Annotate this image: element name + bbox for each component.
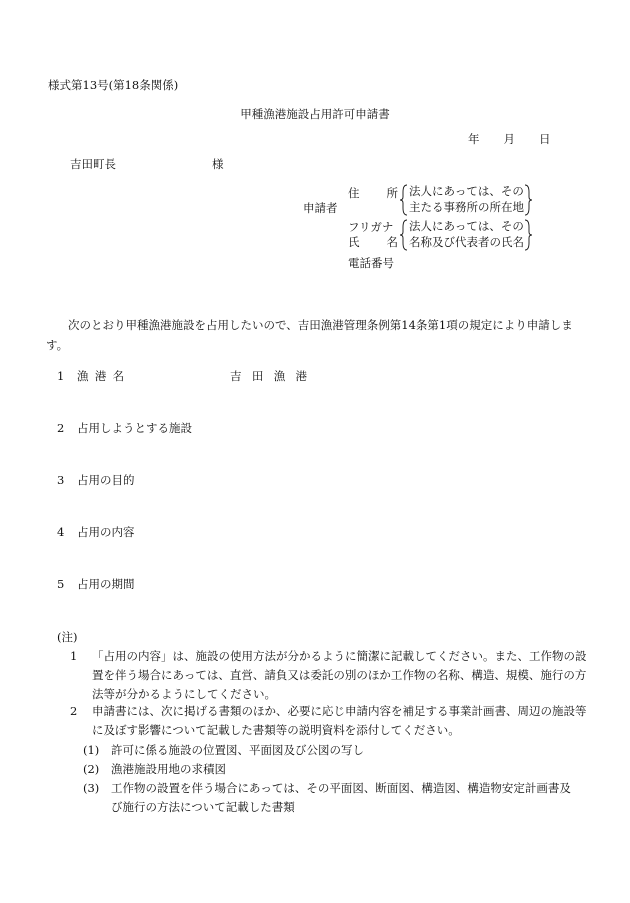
note-text: 「占用の内容」は、施設の使用方法が分かるように簡潔に記載してください。また、工作物の設置を伴う場合にあっては、直営、請負又は委託の別のほか工作物の名称、構造、規模、施行の方法等が分かるようにしてください。 xyxy=(92,649,587,701)
item-label-harbor-name: 漁港名 xyxy=(77,369,131,383)
notes-heading: (注) xyxy=(57,630,78,644)
item-number: 4 xyxy=(57,525,65,539)
date-month-label: 月 xyxy=(503,132,515,146)
date-line xyxy=(468,134,551,146)
item-label-facility: 占用しようとする施設 xyxy=(77,421,192,435)
addressee: 吉田町長 xyxy=(70,157,116,171)
note-number: 1 xyxy=(70,649,78,663)
furigana-label: フリガナ xyxy=(348,220,394,234)
subitem-number: (3) xyxy=(83,781,100,795)
item-label-content: 占用の内容 xyxy=(77,525,135,539)
item-number: 1 xyxy=(57,369,65,383)
date-year-label: 年 xyxy=(468,132,480,146)
item-label-period: 占用の期間 xyxy=(77,577,135,591)
intro-paragraph: 次のとおり甲種漁港施設を占用したいので、吉田漁港管理条例第14条第1項の規定により申請します。 xyxy=(46,318,573,352)
list-item xyxy=(83,741,581,760)
address-label-char-1: 住 xyxy=(348,186,360,200)
subitem-number: (1) xyxy=(83,743,100,757)
subitem-text: 工作物の設置を伴う場合にあっては、その平面図、断面図、構造図、構造物安定計画書及び施行の方法について記載した書類 xyxy=(111,781,571,814)
address-label xyxy=(348,188,398,200)
address-label-char-2: 所 xyxy=(386,186,398,200)
item-number: 3 xyxy=(57,473,65,487)
subitem-text: 漁港施設用地の求積図 xyxy=(111,762,226,776)
name-note-line-2: 名称及び代表者の氏名 xyxy=(409,235,524,249)
name-label xyxy=(348,237,398,249)
subitem-number: (2) xyxy=(83,762,100,776)
item-value-harbor-name: 吉田漁港 xyxy=(230,369,318,383)
name-note-line-1: 法人にあっては、その xyxy=(409,219,524,233)
name-label-char-1: 氏 xyxy=(348,235,360,249)
list-item xyxy=(83,779,581,817)
note-number: 2 xyxy=(70,704,78,718)
note-text: 申請書には、次に掲げる書類のほか、必要に応じ申請内容を補足する事業計画書、周辺の施設等に及ぼす影響について記載した書類等の説明資料を添付してください。 xyxy=(92,704,587,737)
note-paragraph xyxy=(70,702,592,740)
address-note-line-2: 主たる事務所の所在地 xyxy=(409,200,524,214)
form-number: 様式第13号(第18条関係) xyxy=(48,78,179,92)
note-paragraph xyxy=(70,647,592,704)
addressee-honorific: 様 xyxy=(212,157,224,171)
subitem-text: 許可に係る施設の位置図、平面図及び公図の写し xyxy=(111,743,364,757)
applicant-label: 申請者 xyxy=(303,201,338,215)
item-label-purpose: 占用の目的 xyxy=(77,473,135,487)
item-number: 2 xyxy=(57,421,65,435)
name-label-char-2: 名 xyxy=(386,235,398,249)
item-number: 5 xyxy=(57,577,65,591)
name-note xyxy=(400,219,532,251)
date-day-label: 日 xyxy=(539,132,551,146)
phone-label: 電話番号 xyxy=(348,256,394,270)
address-note xyxy=(400,184,532,216)
address-note-line-1: 法人にあっては、その xyxy=(409,184,524,198)
page-title: 甲種漁港施設占用許可申請書 xyxy=(240,107,390,121)
list-item xyxy=(83,760,581,779)
